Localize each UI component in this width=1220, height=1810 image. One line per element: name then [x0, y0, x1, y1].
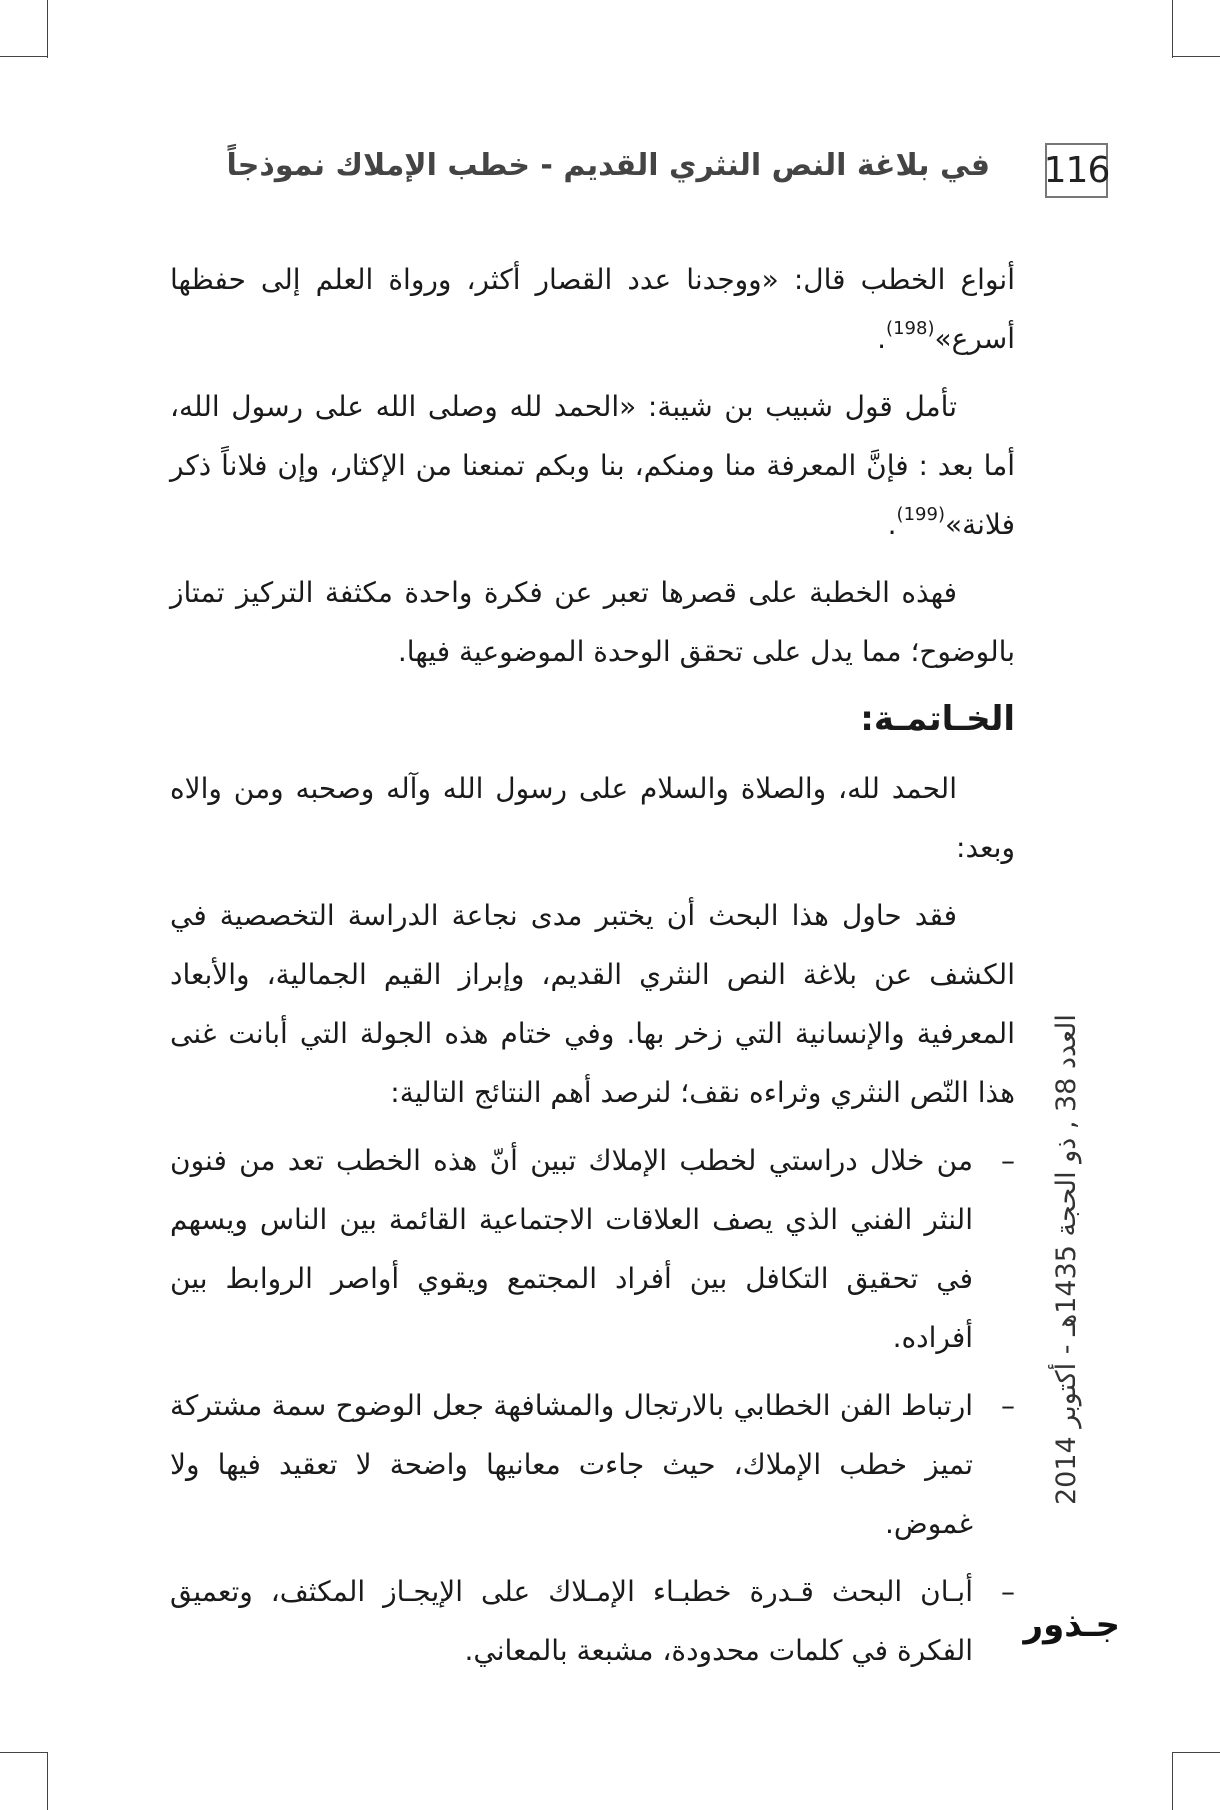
crop-mark: [0, 1752, 48, 1753]
list-item: [170, 1131, 1015, 1367]
paragraph-end: .: [877, 322, 887, 355]
findings-list: [170, 1131, 1015, 1680]
list-item: [170, 1562, 1015, 1680]
paragraph: فهذه الخطبة على قصرها تعبر عن فكرة واحدة مكثفة التركيز تمتاز بالوضوح؛ مما يدل على تحقق الوحدة الموضوعية فيها.: [170, 576, 1015, 668]
paragraph-text: تأمل قول شبيب بن شيبة: «الحمد لله وصلى الله على رسول الله، أما بعد : فإنَّ المعرفة منا ومنكم، بنا وبكم تمنعنا من الإكثار، وإن فلاناً ذكر فلانة»: [170, 390, 1015, 541]
paragraph-text: أنواع الخطب قال: «ووجدنا عدد القصار أكثر، ورواة العلم إلى حفظها أسرع»: [170, 263, 1015, 355]
page-number: 116: [1045, 143, 1108, 198]
list-item: [170, 1376, 1015, 1553]
footnote-ref: (198): [886, 318, 935, 339]
crop-mark: [1172, 1752, 1173, 1810]
bullet-dash: –: [1001, 1144, 1015, 1177]
section-heading: الخـاتمـة:: [860, 699, 1015, 739]
list-item-text: ارتباط الفن الخطابي بالارتجال والمشافهة جعل الوضوح سمة مشتركة تميز خطب الإملاك، حيث جاءت معانيها واضحة لا تعقيد فيها ولا غموض.: [170, 1389, 973, 1540]
crop-mark: [1172, 56, 1220, 57]
footnote-ref: (199): [896, 504, 945, 525]
issue-info-vertical: العدد 38 , ذو الحجة 1435هـ - أكتوبر 2014: [1051, 1014, 1082, 1505]
bullet-dash: –: [1001, 1389, 1015, 1422]
crop-mark: [0, 56, 48, 57]
paragraph: الحمد لله، والصلاة والسلام على رسول الله وآله وصحبه ومن والاه وبعد:: [170, 772, 1015, 864]
paragraph: [170, 250, 1015, 368]
crop-mark: [1172, 0, 1173, 58]
crop-mark: [1172, 1752, 1220, 1753]
running-header: في بلاغة النص النثري القديم - خطب الإملاك نموذجاً: [226, 148, 990, 183]
crop-mark: [47, 1752, 48, 1810]
paragraph: فقد حاول هذا البحث أن يختبر مدى نجاعة الدراسة التخصصية في الكشف عن بلاغة النص النثري القديم، وإبراز القيم الجمالية، والأبعاد المعرفية والإنسانية التي زخر بها. وفي ختام هذه الجولة التي أبانت غنى هذا النّص النثري وثراءه نقف؛ لنرصد أهم النتائج التالية:: [170, 899, 1015, 1109]
paragraph-end: .: [887, 508, 897, 541]
paragraph: [170, 377, 1015, 554]
article-body: [170, 250, 1015, 1689]
bullet-dash: –: [1001, 1575, 1015, 1608]
journal-logo: جـذور: [1023, 1605, 1120, 1645]
list-item-text: أبـان البحث قـدرة خطبـاء الإمـلاك على الإيجـاز المكثف، وتعميق الفكرة في كلمات محدودة، مشبعة بالمعاني.: [170, 1575, 973, 1667]
list-item-text: من خلال دراستي لخطب الإملاك تبين أنّ هذه الخطب تعد من فنون النثر الفني الذي يصف العلاقات الاجتماعية القائمة بين الناس ويسهم في تحقيق التكافل بين أفراد المجتمع ويقوي أواصر الروابط بين أفراده.: [170, 1144, 973, 1354]
crop-mark: [47, 0, 48, 58]
